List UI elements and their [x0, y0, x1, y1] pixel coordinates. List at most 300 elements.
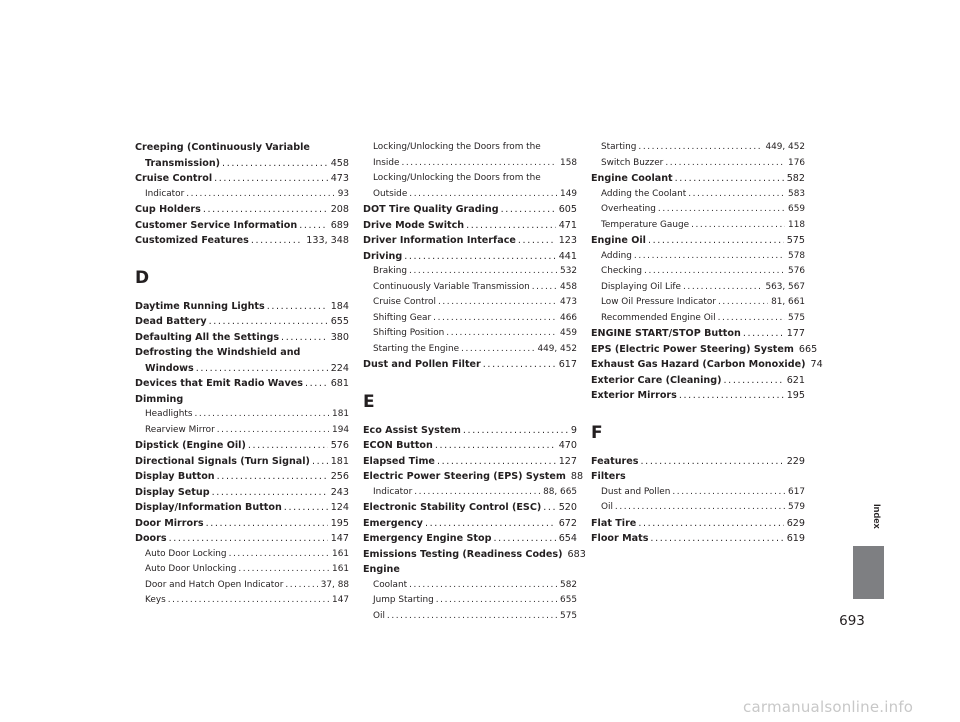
dot-leader [691, 218, 785, 234]
index-page-ref: 449, 452 [765, 142, 805, 152]
dot-leader [285, 578, 317, 594]
index-page-ref: 195 [786, 390, 805, 401]
dot-leader [222, 156, 328, 172]
dot-leader [196, 361, 328, 377]
index-entry-text: Temperature Gauge [601, 219, 690, 230]
index-page-ref: 81, 661 [771, 297, 805, 307]
index-entry-text: Auto Door Unlocking [145, 564, 237, 574]
index-entry-text: Locking/Unlocking the Doors from the [373, 173, 541, 183]
dot-leader [446, 326, 557, 342]
index-entry-text: Display/Information Button [135, 502, 282, 513]
index-entry-text: Headlights [145, 409, 193, 419]
index-page-ref: 473 [330, 173, 349, 184]
dot-leader [186, 187, 334, 203]
index-subentry [591, 187, 805, 203]
index-entry-text: Windows [145, 362, 194, 374]
index-entry [135, 454, 349, 470]
index-entry-text: Elapsed Time [363, 455, 435, 467]
index-entry-text: Door Mirrors [135, 517, 204, 529]
index-subentry [363, 485, 577, 501]
index-page-ref: 458 [560, 281, 577, 292]
dot-leader [305, 376, 328, 392]
index-subentry [363, 295, 577, 311]
index-entry-text: Starting the Engine [373, 343, 460, 354]
dot-leader [644, 264, 785, 280]
dot-leader [425, 516, 556, 532]
index-entry [363, 469, 584, 485]
dot-leader [615, 500, 785, 516]
dot-leader [299, 218, 327, 234]
dot-leader [438, 295, 557, 311]
index-page-ref: 147 [330, 533, 349, 544]
dot-leader [217, 423, 329, 439]
index-page-ref: 563, 567 [765, 281, 805, 292]
index-page-ref: 576 [330, 440, 349, 451]
index-entry-text: Daytime Running Lights [135, 300, 265, 312]
dot-leader [251, 233, 303, 249]
index-entry-text: Shifting Position [373, 328, 445, 338]
index-entry-text: Dimming [135, 393, 184, 405]
dot-leader [648, 233, 784, 249]
dot-leader [433, 311, 557, 327]
section-side-label: Index [871, 504, 882, 529]
index-page-ref: 655 [330, 316, 349, 327]
index-entry-text: Jump Starting [373, 595, 434, 605]
index-entry [135, 531, 349, 547]
dot-leader [414, 485, 540, 501]
dot-leader [641, 454, 784, 470]
dot-leader [543, 500, 555, 516]
index-entry-text: Engine [363, 564, 400, 575]
index-column-1 [135, 140, 349, 609]
index-entry-text: ECON Button [363, 440, 433, 451]
index-page-ref: 133, 348 [306, 235, 349, 246]
index-entry-text: Door and Hatch Open Indicator [145, 579, 284, 590]
index-entry [135, 156, 349, 172]
index-page-ref: 243 [330, 486, 349, 498]
dot-leader [203, 202, 328, 218]
index-page-ref: 672 [558, 517, 577, 529]
dot-leader [214, 171, 328, 187]
index-entry [135, 392, 349, 408]
index-entry [135, 218, 349, 234]
index-entry-text: Keys [145, 595, 166, 605]
index-entry-text: Checking [601, 266, 643, 276]
dot-leader [209, 314, 328, 330]
dot-leader [518, 233, 556, 249]
dot-leader [658, 202, 785, 218]
index-page-ref: 158 [560, 157, 577, 168]
dot-leader [638, 516, 783, 532]
index-page-ref: 458 [330, 157, 349, 169]
index-entry-text: Exhaust Gas Hazard (Carbon Monoxide) [591, 359, 806, 370]
dot-leader [532, 280, 557, 296]
index-entry-text: Coolant [373, 579, 408, 590]
index-entry-text: Oil [373, 610, 385, 621]
index-page-ref: 176 [788, 157, 805, 168]
index-entry [591, 388, 805, 404]
index-entry-text: Overheating [601, 204, 656, 214]
dot-leader [409, 578, 557, 594]
index-subentry [591, 485, 805, 501]
dot-leader [409, 264, 557, 280]
index-entry [135, 438, 349, 454]
index-entry-text: Defrosting the Windshield and [135, 347, 301, 358]
index-subentry [135, 562, 349, 578]
index-entry [135, 299, 349, 315]
index-page-ref: 123 [558, 235, 577, 246]
index-subentry [135, 547, 349, 563]
index-page-ref: 9 [570, 424, 577, 436]
index-entry [591, 531, 805, 547]
index-page-ref: 37, 88 [320, 579, 349, 590]
index-page-ref: 575 [786, 235, 805, 246]
index-entry-text: Recommended Engine Oil [601, 312, 716, 323]
index-entry-text: Dust and Pollen [601, 486, 671, 497]
index-entry [363, 357, 577, 373]
index-subentry [591, 295, 805, 311]
index-page-ref: 149 [560, 188, 577, 199]
index-page-ref: 466 [560, 312, 577, 323]
index-page-ref: 88 [570, 471, 584, 482]
index-column-3 [591, 140, 823, 547]
index-letter-heading: F [591, 422, 603, 443]
index-entry [591, 342, 818, 358]
index-entry [591, 233, 805, 249]
index-entry-text: ENGINE START/STOP Button [591, 328, 741, 339]
index-page-ref: 579 [788, 502, 805, 512]
index-page-ref: 532 [560, 266, 577, 276]
index-letter-heading: D [135, 267, 150, 288]
page-number: 693 [839, 613, 865, 629]
index-entry-text: Eco Assist System [363, 424, 461, 436]
index-entry-text: Emergency Engine Stop [363, 533, 492, 544]
index-entry-text: Defaulting All the Settings [135, 331, 280, 343]
index-entry-text: Driver Information Interface [363, 235, 516, 246]
index-entry-text: Directional Signals (Turn Signal) [135, 455, 310, 467]
section-tab-marker [853, 546, 884, 599]
index-entry-text: Low Oil Pressure Indicator [601, 297, 716, 307]
index-page-ref: 605 [558, 204, 577, 215]
dot-leader [267, 299, 328, 315]
index-page-ref: 224 [330, 362, 349, 374]
index-page-ref: 665 [798, 343, 818, 355]
index-page-ref: 194 [332, 424, 349, 435]
dot-leader [718, 295, 768, 311]
index-page-ref: 147 [332, 595, 349, 605]
index-entry-text: Adding the Coolant [601, 188, 687, 199]
index-entry [135, 485, 349, 501]
index-entry-text: Transmission) [145, 157, 221, 169]
index-entry-text: Drive Mode Switch [363, 219, 465, 231]
index-entry-text: Outside [373, 188, 408, 199]
dot-leader [463, 423, 568, 439]
index-page-ref: 177 [786, 328, 805, 339]
dot-leader [501, 202, 556, 218]
index-subentry [591, 311, 805, 327]
index-page-ref: 619 [786, 533, 805, 544]
index-entry [135, 376, 349, 392]
dot-leader [168, 593, 329, 609]
index-entry-text: Exterior Mirrors [591, 390, 677, 401]
index-entry [135, 500, 349, 516]
index-entry [363, 454, 577, 470]
index-entry-text: Devices that Emit Radio Waves [135, 378, 303, 389]
index-subentry [591, 156, 805, 172]
index-entry-text: Display Button [135, 471, 215, 482]
index-entry-text: Oil [601, 502, 613, 512]
index-entry [363, 438, 577, 454]
index-subentry [363, 609, 577, 625]
index-entry [591, 326, 805, 342]
index-entry-text: Electronic Stability Control (ESC) [363, 502, 542, 513]
index-subentry [135, 407, 349, 423]
index-page-ref: 629 [786, 517, 805, 529]
dot-leader [461, 342, 534, 358]
dot-leader [212, 485, 328, 501]
dot-leader [435, 438, 556, 454]
index-page-ref: 473 [560, 297, 577, 307]
index-entry-text: Exterior Care (Cleaning) [591, 374, 722, 386]
index-entry-text: Customer Service Information [135, 219, 298, 231]
index-entry [135, 314, 349, 330]
index-entry-text: Locking/Unlocking the Doors from the [373, 142, 541, 152]
index-entry-text: EPS (Electric Power Steering) System [591, 343, 794, 355]
index-page-ref: 689 [330, 219, 349, 231]
dot-leader [409, 187, 557, 203]
dot-leader [493, 531, 555, 547]
index-page-ref: 229 [786, 455, 805, 467]
index-entry-text: Braking [373, 266, 408, 276]
index-page-ref: 520 [558, 502, 577, 513]
index-entry-text: Indicator [373, 486, 413, 497]
index-page-ref: 184 [330, 300, 349, 312]
index-letter-heading: E [363, 391, 375, 412]
dot-leader [665, 156, 785, 172]
index-entry-text: Continuously Variable Transmission [373, 281, 530, 292]
index-page-ref: 181 [332, 409, 349, 419]
index-entry-text: Indicator [145, 188, 185, 199]
index-entry-text: Dipstick (Engine Oil) [135, 440, 246, 451]
index-subentry [363, 326, 577, 342]
index-page-ref: 441 [558, 250, 577, 262]
index-subentry [363, 593, 577, 609]
index-entry-text: Flat Tire [591, 517, 637, 529]
index-page-ref: 93 [337, 188, 349, 199]
index-page-ref: 621 [786, 374, 805, 386]
dot-leader [436, 593, 557, 609]
index-subentry [591, 249, 805, 265]
index-entry-text: DOT Tire Quality Grading [363, 204, 499, 215]
dot-leader [238, 562, 329, 578]
index-entry [135, 361, 349, 377]
index-subentry [591, 500, 805, 516]
dot-leader [281, 330, 328, 346]
index-subentry [591, 264, 805, 280]
index-page-ref: 208 [330, 204, 349, 215]
index-entry-text: Customized Features [135, 235, 249, 246]
index-entry [363, 202, 577, 218]
dot-leader [248, 438, 328, 454]
index-subentry [135, 423, 349, 439]
index-entry-text: Starting [601, 142, 637, 152]
index-entry-text: Cup Holders [135, 204, 201, 215]
index-entry-text: Filters [591, 471, 626, 482]
index-page-ref: 681 [330, 378, 349, 389]
index-entry-text: Adding [601, 250, 632, 261]
dot-leader [718, 311, 785, 327]
index-page-ref: 161 [332, 564, 349, 574]
index-entry-text: Displaying Oil Life [601, 281, 681, 292]
index-entry [135, 140, 349, 156]
index-subentry [363, 311, 577, 327]
index-entry-text: Electric Power Steering (EPS) System [363, 471, 566, 482]
dot-leader [483, 357, 556, 373]
index-subentry [363, 280, 577, 296]
index-entry-text: Driving [363, 250, 403, 262]
dot-leader [743, 326, 784, 342]
index-page-ref: 256 [330, 471, 349, 482]
index-page-ref: 471 [558, 219, 577, 231]
index-page-ref: 459 [560, 328, 577, 338]
index-entry [363, 249, 577, 265]
index-entry [591, 357, 823, 373]
index-page-ref: 118 [788, 219, 805, 230]
index-page-ref: 127 [558, 455, 577, 467]
index-entry-text: Emergency [363, 517, 423, 529]
dot-leader [229, 547, 329, 563]
dot-leader [638, 140, 762, 156]
index-subentry [363, 187, 577, 203]
index-page-ref: 181 [330, 455, 349, 467]
index-subentry [135, 187, 349, 203]
index-entry-text: Emissions Testing (Readiness Codes) [363, 548, 563, 560]
index-entry [135, 330, 349, 346]
index-entry-text: Engine Coolant [591, 173, 673, 184]
index-entry [363, 233, 577, 249]
dot-leader [401, 156, 557, 172]
watermark: carmanualsonline.info [743, 698, 914, 716]
index-page-ref: 124 [330, 502, 349, 513]
index-page-ref: 578 [788, 250, 805, 261]
index-entry [363, 562, 577, 578]
dot-leader [312, 454, 328, 470]
index-entry [363, 423, 577, 439]
dot-leader [675, 171, 784, 187]
dot-leader [634, 249, 785, 265]
index-entry [135, 345, 349, 361]
index-entry [591, 469, 805, 485]
index-entry-text: Shifting Gear [373, 312, 432, 323]
index-subentry [363, 140, 577, 156]
dot-leader [466, 218, 556, 234]
index-page-ref: 583 [788, 188, 805, 199]
index-entry [363, 218, 577, 234]
index-entry-text: Floor Mats [591, 533, 649, 544]
index-subentry [591, 218, 805, 234]
index-page-ref: 617 [558, 359, 577, 370]
index-entry-text: Cruise Control [135, 173, 213, 184]
index-entry-text: Display Setup [135, 486, 210, 498]
index-page-ref: 161 [332, 548, 349, 559]
dot-leader [284, 500, 328, 516]
index-entry [135, 171, 349, 187]
index-page-ref: 582 [786, 173, 805, 184]
index-entry [363, 531, 577, 547]
index-page-ref: 449, 452 [537, 343, 577, 354]
index-entry-text: Inside [373, 157, 400, 168]
index-entry-text: Engine Oil [591, 235, 646, 246]
index-subentry [363, 264, 577, 280]
index-column-2 [363, 140, 586, 624]
dot-leader [169, 531, 328, 547]
dot-leader [387, 609, 557, 625]
index-entry [363, 500, 577, 516]
index-entry [135, 233, 349, 249]
index-entry-text: Creeping (Continuously Variable [135, 142, 310, 153]
index-entry [591, 373, 805, 389]
index-page-ref: 683 [567, 548, 586, 560]
index-entry-text: Dead Battery [135, 316, 207, 327]
index-subentry [363, 156, 577, 172]
index-entry [135, 202, 349, 218]
index-entry-text: Dust and Pollen Filter [363, 359, 481, 370]
index-subentry [363, 578, 577, 594]
index-entry [591, 454, 805, 470]
index-subentry [591, 140, 805, 156]
index-page-ref: 659 [788, 204, 805, 214]
index-page-ref: 617 [788, 486, 805, 497]
index-entry-text: Features [591, 455, 639, 467]
index-entry [135, 516, 349, 532]
index-entry-text: Switch Buzzer [601, 157, 664, 168]
index-page-ref: 576 [788, 266, 805, 276]
dot-leader [724, 373, 784, 389]
dot-leader [437, 454, 556, 470]
index-page-ref: 575 [788, 312, 805, 323]
index-entry-text: Auto Door Locking [145, 548, 227, 559]
index-page-ref: 88, 665 [543, 486, 577, 497]
index-entry [363, 547, 586, 563]
index-page-ref: 195 [330, 517, 349, 529]
index-entry-text: Rearview Mirror [145, 424, 215, 435]
dot-leader [679, 388, 784, 404]
index-page-ref: 470 [558, 440, 577, 451]
index-entry [591, 516, 805, 532]
dot-leader [195, 407, 330, 423]
dot-leader [404, 249, 555, 265]
index-entry [591, 171, 805, 187]
index-page-ref: 380 [330, 331, 349, 343]
index-subentry [591, 280, 805, 296]
index-entry [363, 516, 577, 532]
index-page-ref: 654 [558, 533, 577, 544]
dot-leader [217, 469, 328, 485]
index-subentry [135, 593, 349, 609]
index-entry-text: Cruise Control [373, 297, 436, 307]
dot-leader [206, 516, 328, 532]
index-page-ref: 582 [560, 579, 577, 590]
dot-leader [688, 187, 785, 203]
index-subentry [591, 202, 805, 218]
index-entry [135, 469, 349, 485]
dot-leader [683, 280, 762, 296]
index-page-ref: 655 [560, 595, 577, 605]
dot-leader [650, 531, 783, 547]
index-page-ref: 575 [560, 610, 577, 621]
dot-leader [672, 485, 785, 501]
index-subentry [363, 342, 577, 358]
